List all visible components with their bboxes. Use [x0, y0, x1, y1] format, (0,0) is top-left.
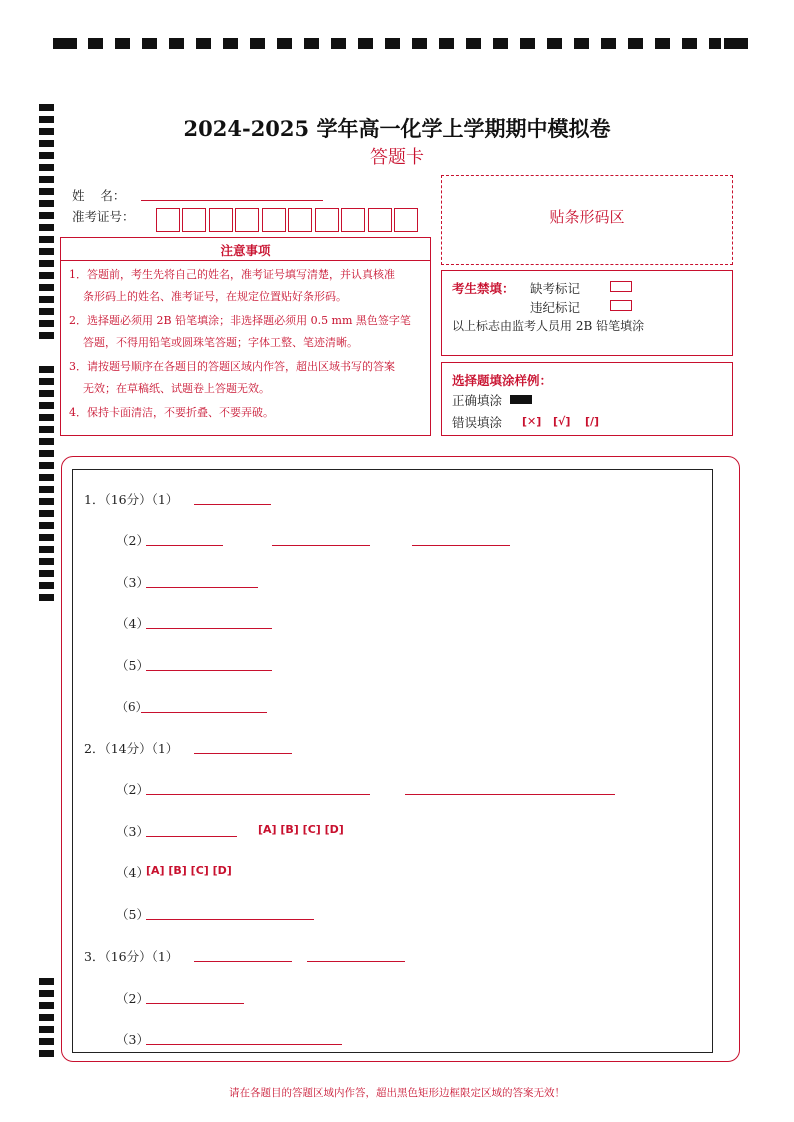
q2-5-label: （5）: [116, 907, 149, 922]
exam-id-cell[interactable]: [394, 208, 418, 232]
timing-mark: [169, 38, 184, 49]
timing-mark: [466, 38, 481, 49]
q1-heading: 1．（16分）（1）: [84, 492, 179, 507]
q2-1-blank[interactable]: [194, 753, 292, 754]
wrong-fill-label: 错误填涂: [452, 415, 503, 430]
timing-mark: [39, 366, 54, 373]
exam-id-cell[interactable]: [262, 208, 286, 232]
q1-6-blank[interactable]: [141, 712, 267, 713]
timing-mark: [39, 248, 54, 255]
prohibited-label: 考生禁填：: [452, 281, 515, 296]
q2-heading: 2．（14分）（1）: [84, 741, 179, 756]
correct-fill-sample: [510, 395, 532, 404]
prohibited-box: [441, 270, 733, 356]
timing-mark: [39, 1026, 54, 1033]
q2-3-label: （3）: [116, 824, 149, 839]
exam-id-cell[interactable]: [156, 208, 180, 232]
timing-mark: [39, 378, 54, 385]
timing-mark: [39, 1014, 54, 1021]
q3-2-blank[interactable]: [146, 1003, 244, 1004]
notice-title-box: [60, 237, 431, 261]
timing-mark: [39, 390, 54, 397]
timing-mark: [39, 510, 54, 517]
timing-mark: [682, 38, 697, 49]
q1-5-label: （5）: [116, 658, 149, 673]
timing-mark: [39, 236, 54, 243]
timing-mark: [39, 462, 54, 469]
timing-mark: [39, 570, 54, 577]
timing-mark: [53, 38, 77, 49]
timing-mark: [39, 450, 54, 457]
q2-4-label: （4）: [116, 865, 149, 880]
timing-mark: [39, 414, 54, 421]
timing-mark: [39, 176, 54, 183]
fill-example-box: [441, 362, 733, 436]
q1-2-blank-c[interactable]: [412, 545, 510, 546]
absent-mark-box[interactable]: [610, 281, 632, 292]
timing-mark: [574, 38, 589, 49]
notice-item: 4．保持卡面清洁，不要折叠、不要弄破。: [69, 406, 274, 419]
notice-title: 注意事项: [220, 243, 271, 258]
q2-3-choices[interactable]: [A] [B] [C] [D]: [258, 823, 344, 836]
q1-2-blank-a[interactable]: [146, 545, 223, 546]
q1-6-label: （6）: [116, 700, 148, 714]
timing-mark: [39, 212, 54, 219]
q1-2-label: （2）: [116, 533, 149, 548]
timing-mark: [655, 38, 670, 49]
timing-mark: [39, 272, 54, 279]
q2-4-choices[interactable]: [A] [B] [C] [D]: [146, 864, 232, 877]
timing-mark: [39, 438, 54, 445]
violation-mark-label: 违纪标记: [530, 300, 581, 315]
footer-note: 请在各题目的答题区域内作答，超出黑色矩形边框限定区域的答案无效！: [229, 1087, 565, 1099]
timing-mark: [39, 594, 54, 601]
exam-id-cell[interactable]: [235, 208, 259, 232]
timing-mark: [250, 38, 265, 49]
wrong-fill-check: [√]: [553, 415, 571, 428]
timing-mark: [39, 1050, 54, 1057]
timing-mark: [39, 188, 54, 195]
fill-example-title: 选择题填涂样例：: [452, 373, 553, 388]
timing-mark: [39, 284, 54, 291]
exam-id-cell[interactable]: [368, 208, 392, 232]
name-label: 姓 名：: [72, 188, 126, 203]
exam-id-grid[interactable]: [156, 208, 420, 232]
timing-mark: [39, 332, 54, 339]
q3-3-blank[interactable]: [146, 1044, 342, 1045]
timing-mark: [39, 200, 54, 207]
q1-4-blank[interactable]: [146, 628, 272, 629]
timing-mark: [142, 38, 157, 49]
timing-mark: [39, 426, 54, 433]
timing-mark: [223, 38, 238, 49]
timing-mark: [547, 38, 562, 49]
notice-item: 1．答题前，考生先将自己的姓名，准考证号填写清楚，并认真核准: [69, 268, 395, 281]
timing-mark: [39, 224, 54, 231]
timing-mark: [39, 296, 54, 303]
q3-1-blank-b[interactable]: [307, 961, 405, 962]
timing-mark: [39, 402, 54, 409]
timing-mark: [39, 546, 54, 553]
q3-heading: 3．（16分）（1）: [84, 949, 179, 964]
q1-3-blank[interactable]: [146, 587, 258, 588]
timing-mark: [39, 474, 54, 481]
timing-mark: [439, 38, 454, 49]
timing-mark: [196, 38, 211, 49]
timing-mark: [115, 38, 130, 49]
timing-mark: [88, 38, 103, 49]
exam-id-label: 准考证号：: [72, 209, 135, 224]
barcode-area: [441, 175, 733, 265]
timing-mark: [39, 990, 54, 997]
wrong-fill-cross: [✕]: [522, 415, 542, 428]
correct-fill-label: 正确填涂: [452, 393, 503, 408]
exam-id-cell[interactable]: [288, 208, 312, 232]
page-title: 2024-2025 学年高一化学上学期期中模拟卷: [183, 116, 611, 141]
q2-3-blank[interactable]: [146, 836, 237, 837]
timing-mark: [39, 534, 54, 541]
name-field[interactable]: [141, 200, 323, 201]
q1-3-label: （3）: [116, 575, 149, 590]
timing-mark: [304, 38, 319, 49]
timing-mark: [724, 38, 748, 49]
absent-mark-label: 缺考标记: [530, 281, 581, 296]
q3-1-blank-a[interactable]: [194, 961, 292, 962]
timing-mark: [39, 260, 54, 267]
exam-id-cell[interactable]: [315, 208, 339, 232]
timing-mark: [39, 498, 54, 505]
notice-box: [60, 260, 431, 436]
q3-2-label: （2）: [116, 991, 149, 1006]
notice-item: 答题，不得用铅笔或圆珠笔答题；字体工整、笔迹清晰。: [83, 336, 358, 349]
q3-3-label: （3）: [116, 1032, 149, 1047]
q1-4-label: （4）: [116, 616, 149, 631]
timing-mark: [39, 320, 54, 327]
timing-mark: [39, 582, 54, 589]
timing-mark: [601, 38, 616, 49]
q2-2-blank-a[interactable]: [146, 794, 370, 795]
q1-1-blank[interactable]: [194, 504, 271, 505]
q2-2-label: （2）: [116, 782, 149, 797]
timing-mark: [709, 38, 721, 49]
timing-mark: [412, 38, 427, 49]
exam-id-cell[interactable]: [341, 208, 365, 232]
timing-mark: [39, 1002, 54, 1009]
timing-mark: [39, 558, 54, 565]
timing-mark: [39, 522, 54, 529]
wrong-fill-slash: [/]: [585, 415, 600, 428]
answer-region-inner: [72, 469, 713, 1053]
page-subtitle: 答题卡: [370, 147, 424, 168]
exam-id-cell[interactable]: [209, 208, 233, 232]
timing-mark: [358, 38, 373, 49]
timing-mark: [39, 978, 54, 985]
exam-id-cell[interactable]: [182, 208, 206, 232]
notice-item: 条形码上的姓名、准考证号，在规定位置贴好条形码。: [83, 290, 347, 303]
notice-item: 3．请按题号顺序在各题目的答题区域内作答，超出区域书写的答案: [69, 360, 395, 373]
notice-item: 2．选择题必须用 2B 铅笔填涂；非选择题必须用 0.5 mm 黑色签字笔: [69, 314, 411, 327]
timing-mark: [39, 486, 54, 493]
violation-mark-box[interactable]: [610, 300, 632, 311]
notice-item: 无效；在草稿纸、试题卷上答题无效。: [83, 382, 270, 395]
timing-mark: [277, 38, 292, 49]
q2-5-blank[interactable]: [146, 919, 314, 920]
timing-mark: [385, 38, 400, 49]
timing-mark: [39, 308, 54, 315]
timing-mark: [493, 38, 508, 49]
timing-mark: [628, 38, 643, 49]
q1-5-blank[interactable]: [146, 670, 272, 671]
timing-mark: [520, 38, 535, 49]
q1-2-blank-b[interactable]: [272, 545, 370, 546]
timing-mark: [331, 38, 346, 49]
q2-2-blank-b[interactable]: [405, 794, 615, 795]
prohibited-note: 以上标志由监考人员用 2B 铅笔填涂: [452, 319, 645, 333]
barcode-label: 贴条形码区: [549, 208, 625, 226]
timing-mark: [39, 104, 54, 111]
timing-mark: [39, 1038, 54, 1045]
